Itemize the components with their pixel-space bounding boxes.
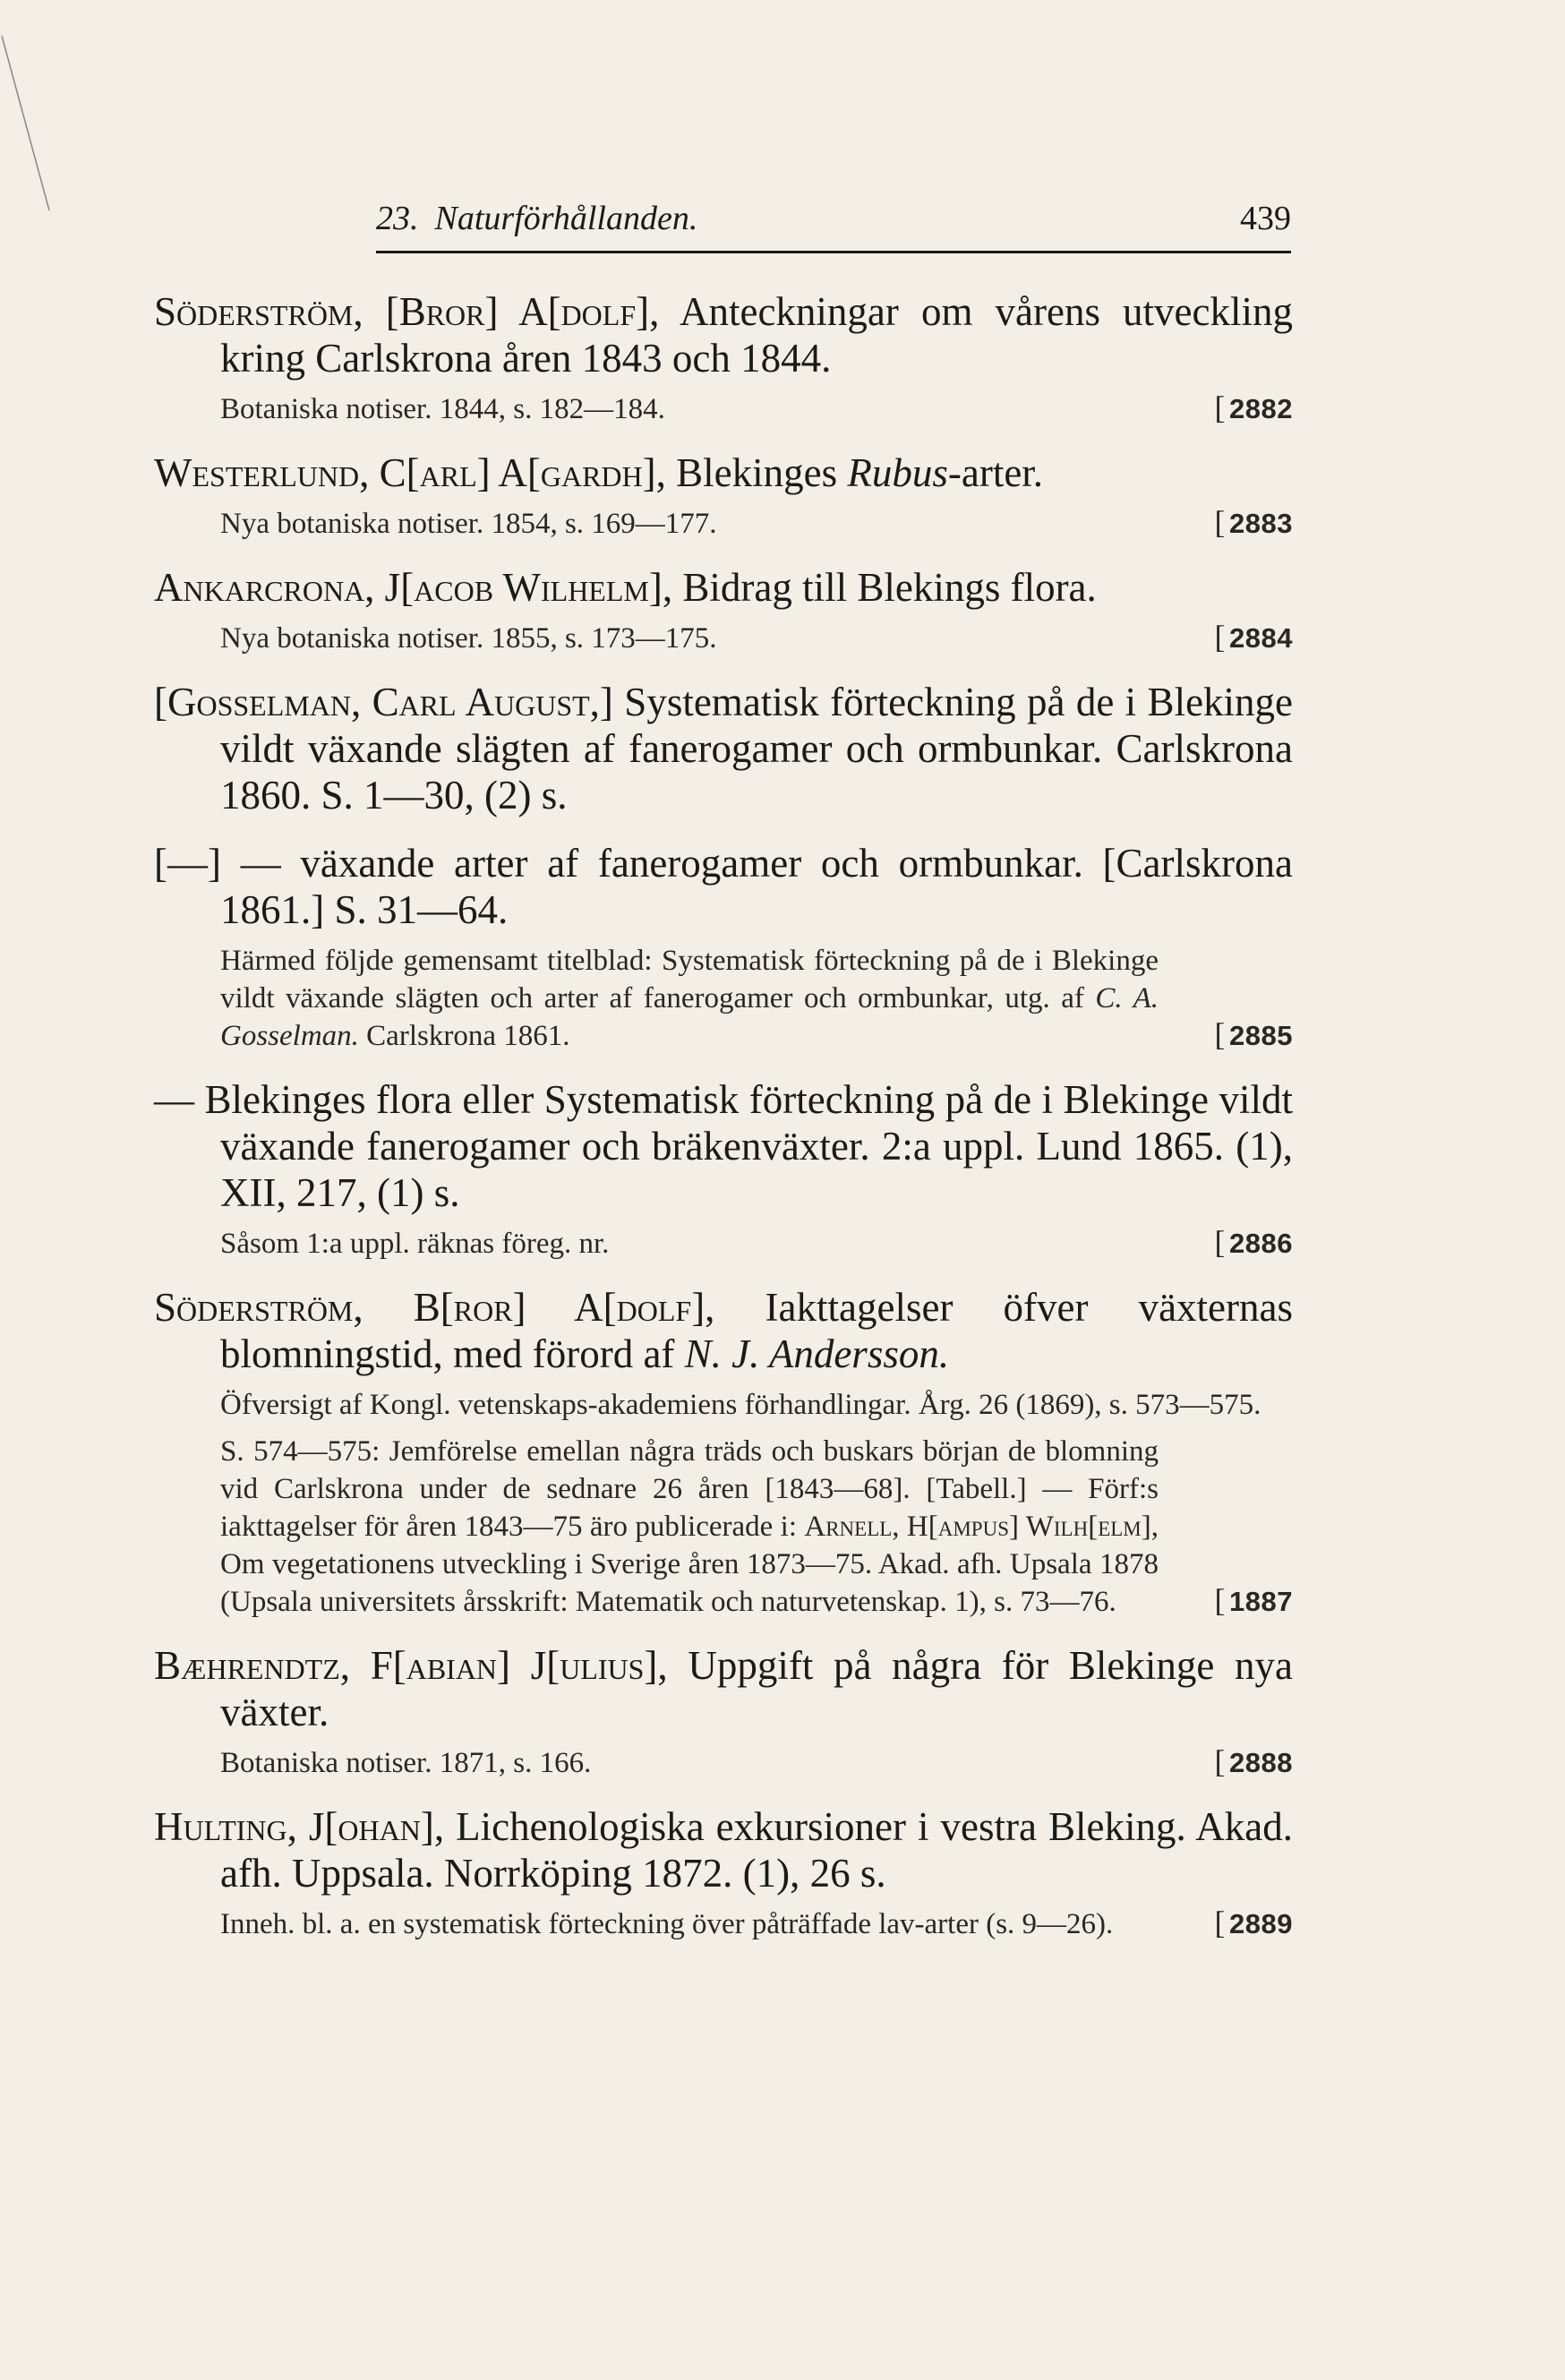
entry-citation [154, 1076, 1293, 1216]
section-number: 23. [376, 200, 419, 237]
entry-citation [154, 288, 1293, 381]
note-text-end: Carlskrona 1861. [366, 1020, 570, 1052]
entry-note [154, 390, 1293, 428]
record-value: 2888 [1229, 1747, 1293, 1778]
bibliography-list [154, 288, 1293, 1943]
entry-note [154, 505, 1293, 543]
record-number: [ 2883 [1214, 504, 1293, 540]
note-text: Inneh. bl. a. en systematisk förteckning över påträffade lav-arter (s. 9—26). [220, 1908, 1114, 1940]
record-value: 2885 [1229, 1020, 1293, 1051]
entry-2886 [154, 1076, 1293, 1263]
entry-title: Iakttagelser öfver växternas blomningstid, med förord af [220, 1285, 1294, 1376]
record-value: 2883 [1229, 508, 1293, 539]
note-text: S. 574—575: Jemförelse emellan några träds och buskars början de blomning vid Carlskrona under de sednare 26 åren [1843—68]. [Tabell.] — Förf:s iakttagelser för åren 1843—75 äro publicerade i: [220, 1435, 1159, 1543]
entry-author: — [154, 1077, 194, 1122]
entry-citation [154, 564, 1293, 611]
entry-title: Systematisk förteckning på de i Blekinge vildt växande slägten af fanerogamer och ormbunkar. Carlskrona 1860. S. 1—30, (2) s. [220, 680, 1294, 818]
entry-title: Anteckningar om vårens utveckling kring Carlskrona åren 1843 och 1844. [220, 289, 1293, 381]
record-number: [ 2884 [1214, 619, 1293, 655]
entry-title: Blekinges flora eller Systematisk förteckning på de i Blekinge vildt växande fanerogamer och bräkenväxter. 2:a uppl. Lund 1865. (1), XII, 217, (1) s. [204, 1077, 1293, 1215]
entry-title: — växande arter af fanerogamer och ormbunkar. [Carlskrona 1861.] S. 31—64. [220, 841, 1293, 932]
record-number: [ 2882 [1214, 390, 1293, 425]
entry-2883 [154, 449, 1293, 543]
entry-2885 [154, 840, 1293, 1055]
entry-title: Blekinges [676, 450, 838, 495]
record-value: 2884 [1229, 622, 1293, 654]
entry-note [154, 1225, 1293, 1263]
entry-title-suffix: -arter. [947, 450, 1044, 495]
note-text: Öfversigt af Kongl. vetenskaps-akademiens förhandlingar. Årg. 26 (1869), s. 573—575. [220, 1389, 1261, 1421]
scan-edge-mark [0, 0, 54, 215]
entry-2884 [154, 564, 1293, 657]
note-text: Nya botaniska notiser. 1855, s. 173—175. [220, 622, 717, 655]
entry-citation [154, 840, 1293, 933]
entry-author: [Gosselman, Carl August,] [154, 680, 613, 724]
record-number: [ 1887 [1214, 1582, 1293, 1618]
entry-author: [—] [154, 841, 221, 886]
record-value: 1887 [1229, 1586, 1293, 1617]
entry-author: Bæhrendtz, F[abian] J[ulius], [154, 1643, 668, 1688]
record-value: 2882 [1229, 393, 1293, 424]
entry-author: Hulting, J[ohan], [154, 1804, 445, 1849]
note-text: Härmed följde gemensamt titelblad: Systematisk förteckning på de i Blekinge vildt växande slägten och arter af fanerogamer och ormbunkar, utg. af [220, 945, 1159, 1014]
section-heading [376, 199, 697, 238]
entry-gosselman-part1 [154, 679, 1293, 818]
note-text: Nya botaniska notiser. 1854, s. 169—177. [220, 508, 717, 540]
entry-citation [154, 449, 1293, 496]
record-number: [ 2885 [1214, 1016, 1293, 1052]
entry-author: Söderström, [Bror] A[dolf], [154, 289, 660, 334]
note-text-end: Om vegetationens utveckling i Sverige åren 1873—75. Akad. afh. Upsala 1878 (Upsala universitets årsskrift: Matematik och naturvetenskap. 1), s. 73—76. [220, 1548, 1159, 1618]
note-author: Arnell, H[ampus] Wilh[elm], [804, 1511, 1159, 1543]
entry-note [154, 942, 1293, 1055]
entry-author: Westerlund, C[arl] A[gardh], [154, 450, 666, 495]
entry-citation [154, 1284, 1293, 1377]
entry-2889 [154, 1803, 1293, 1943]
record-number: [ 2886 [1214, 1224, 1293, 1260]
record-number: [ 2889 [1214, 1905, 1293, 1940]
section-title: Naturförhållanden. [434, 200, 698, 237]
entry-1887 [154, 1284, 1293, 1621]
note-text: Botaniska notiser. 1844, s. 182—184. [220, 393, 665, 425]
entry-2888 [154, 1642, 1293, 1782]
entry-note-detail [154, 1433, 1293, 1621]
entry-citation [154, 679, 1293, 818]
entry-author: Söderström, B[ror] A[dolf], [154, 1285, 715, 1330]
entry-note [154, 620, 1293, 657]
page-number: 439 [1240, 200, 1291, 237]
entry-title-italic: N. J. Andersson. [684, 1331, 950, 1376]
entry-note [154, 1905, 1293, 1943]
header-rule [376, 251, 1291, 253]
entry-note [154, 1386, 1293, 1424]
entry-citation [154, 1803, 1293, 1896]
running-header [376, 199, 1291, 245]
entry-author: Ankarcrona, J[acob Wilhelm], [154, 565, 673, 610]
note-italic-name: C. A. Gosselman. [220, 982, 1159, 1052]
entry-title: Bidrag till Blekings flora. [682, 565, 1097, 610]
record-number: [ 2888 [1214, 1743, 1293, 1779]
entry-title: Uppgift på några för Blekinge nya växter. [220, 1643, 1293, 1734]
entry-citation [154, 1642, 1293, 1735]
note-text: Såsom 1:a uppl. räknas föreg. nr. [220, 1228, 610, 1260]
record-value: 2886 [1229, 1228, 1293, 1259]
entry-title-italic: Rubus [847, 450, 948, 495]
entry-title: Lichenologiska exkursioner i vestra Bleking. Akad. afh. Uppsala. Norrköping 1872. (1), 26 s. [220, 1804, 1294, 1896]
entry-2882 [154, 288, 1293, 428]
note-text: Botaniska notiser. 1871, s. 166. [220, 1747, 592, 1779]
entry-note [154, 1744, 1293, 1782]
record-value: 2889 [1229, 1908, 1293, 1939]
